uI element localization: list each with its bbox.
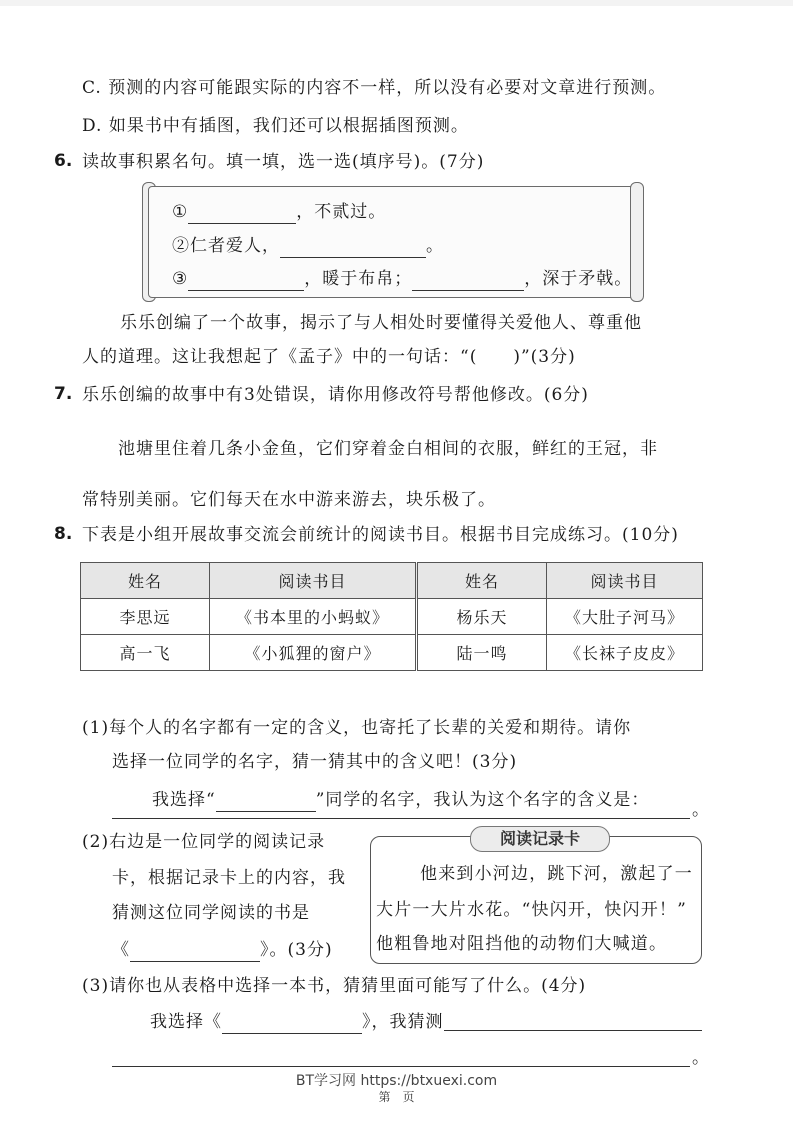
table-cell: 《小狐狸的窗户》 — [210, 635, 417, 671]
card-line-2: 大片一大片水花。“快闪开，快闪开！” — [376, 900, 687, 920]
table-cell: 《长袜子皮皮》 — [547, 635, 703, 671]
q6-item-3 — [172, 267, 632, 291]
header-book-2: 阅读书目 — [547, 563, 703, 599]
sub3-period: 。 — [692, 1048, 710, 1068]
item-3-suffix: ，深于矛戟。 — [524, 269, 633, 289]
q6-number: 6. — [54, 151, 73, 171]
q8-sub1-answer-line — [152, 788, 649, 812]
item-2-suffix: 。 — [426, 236, 444, 256]
q8-sub3-line-1: (3)请你也从表格中选择一本书，猜猜里面可能写了什么。(4分) — [82, 976, 587, 996]
sub3-guess-blank-line-2[interactable] — [112, 1066, 690, 1067]
q7-number: 7. — [54, 384, 73, 404]
item-2-blank[interactable] — [280, 237, 426, 258]
q8-prompt: 下表是小组开展故事交流会前统计的阅读书目。根据书目完成练习。(10分) — [82, 525, 679, 545]
card-line-1: 他来到小河边，跳下河，激起了一 — [420, 864, 693, 884]
sub3-prefix: 我选择《 — [150, 1012, 222, 1032]
header-book-1: 阅读书目 — [210, 563, 417, 599]
q6-paragraph-line-2: 人的道理。这让我想起了《孟子》中的一句话：“( )”(3分) — [82, 347, 576, 367]
watermark-text: BT学习网 https://btxuexi.com — [295, 1073, 498, 1089]
top-edge-shadow — [0, 0, 793, 6]
table-row — [81, 599, 703, 635]
card-line-3: 他粗鲁地对阻挡他的动物们大喊道。 — [376, 934, 668, 954]
q7-prompt: 乐乐创编的故事中有3处错误，请你用修改符号帮他修改。(6分) — [82, 385, 589, 405]
item-1-suffix: ，不贰过。 — [296, 202, 387, 222]
sub3-book-blank[interactable] — [222, 1013, 362, 1034]
q8-sub2-line-2: 卡，根据记录卡上的内容，我 — [112, 868, 346, 888]
item-3-number: ③ — [172, 269, 189, 289]
table-cell: 陆一鸣 — [417, 635, 547, 671]
q6-paragraph-line-1: 乐乐创编了一个故事，揭示了与人相处时要懂得关爱他人、尊重他 — [120, 313, 642, 333]
sub3-guess-blank-line-1[interactable] — [444, 1030, 702, 1031]
q6-item-1 — [172, 200, 386, 224]
sub1-suffix: ”同学的名字，我认为这个名字的含义是： — [315, 790, 650, 810]
q8-sub1-line-1: (1)每个人的名字都有一定的含义，也寄托了长辈的关爱和期待。请你 — [82, 718, 632, 738]
table-cell: 《大肚子河马》 — [547, 599, 703, 635]
sub1-name-blank[interactable] — [216, 791, 316, 812]
q8-sub1-line-2: 选择一位同学的名字，猜一猜其中的含义吧！(3分) — [112, 752, 518, 772]
q5-option-c: C. 预测的内容可能跟实际的内容不一样，所以没有必要对文章进行预测。 — [82, 78, 667, 98]
table-cell: 《书本里的小蚂蚁》 — [210, 599, 417, 635]
q8-number: 8. — [54, 524, 73, 544]
item-1-number: ① — [172, 202, 189, 222]
table-cell: 李思远 — [81, 599, 210, 635]
q8-sub2-line-4 — [112, 938, 333, 962]
item-3-mid: ，暖于布帛； — [304, 269, 413, 289]
table-cell: 杨乐天 — [417, 599, 547, 635]
q8-sub2-line-1: (2)右边是一位同学的阅读记录 — [82, 832, 326, 852]
item-2-number: ② — [172, 236, 190, 256]
sub2-close: 》。(3分) — [260, 940, 333, 960]
table-cell: 高一飞 — [81, 635, 210, 671]
table-row — [81, 635, 703, 671]
item-2-prefix: 仁者爱人， — [190, 236, 280, 256]
q5-option-d: D. 如果书中有插图，我们还可以根据插图预测。 — [82, 116, 469, 136]
reading-record-card-title: 阅读记录卡 — [470, 826, 610, 852]
sub2-open-bracket: 《 — [112, 940, 130, 960]
q6-prompt: 读故事积累名句。填一填，选一选(填序号)。(7分) — [82, 152, 485, 172]
sub1-prefix: 我选择“ — [152, 790, 216, 810]
table-header-row — [81, 563, 703, 599]
item-1-blank[interactable] — [188, 203, 296, 224]
item-3-blank-1[interactable] — [188, 270, 304, 291]
sub3-mid: 》，我猜测 — [362, 1012, 444, 1032]
header-name-2: 姓名 — [417, 563, 547, 599]
header-name-1: 姓名 — [81, 563, 210, 599]
q7-story-line-1: 池塘里住着几条小金鱼，它们穿着金白相间的衣服，鲜红的王冠，非 — [118, 439, 658, 459]
sub1-period: 。 — [692, 800, 710, 820]
sub2-book-blank[interactable] — [130, 941, 260, 962]
page-number-label: 第 页 — [378, 1090, 415, 1104]
q8-sub2-line-3: 猜测这位同学阅读的书是 — [112, 903, 310, 923]
q8-sub3-answer-line — [150, 1010, 444, 1034]
q7-story-line-2: 常特别美丽。它们每天在水中游来游去，块乐极了。 — [82, 490, 496, 510]
sub1-answer-blank-line[interactable] — [112, 818, 690, 819]
q6-item-2 — [172, 234, 444, 258]
item-3-blank-2[interactable] — [412, 270, 524, 291]
reading-list-table — [80, 562, 703, 671]
